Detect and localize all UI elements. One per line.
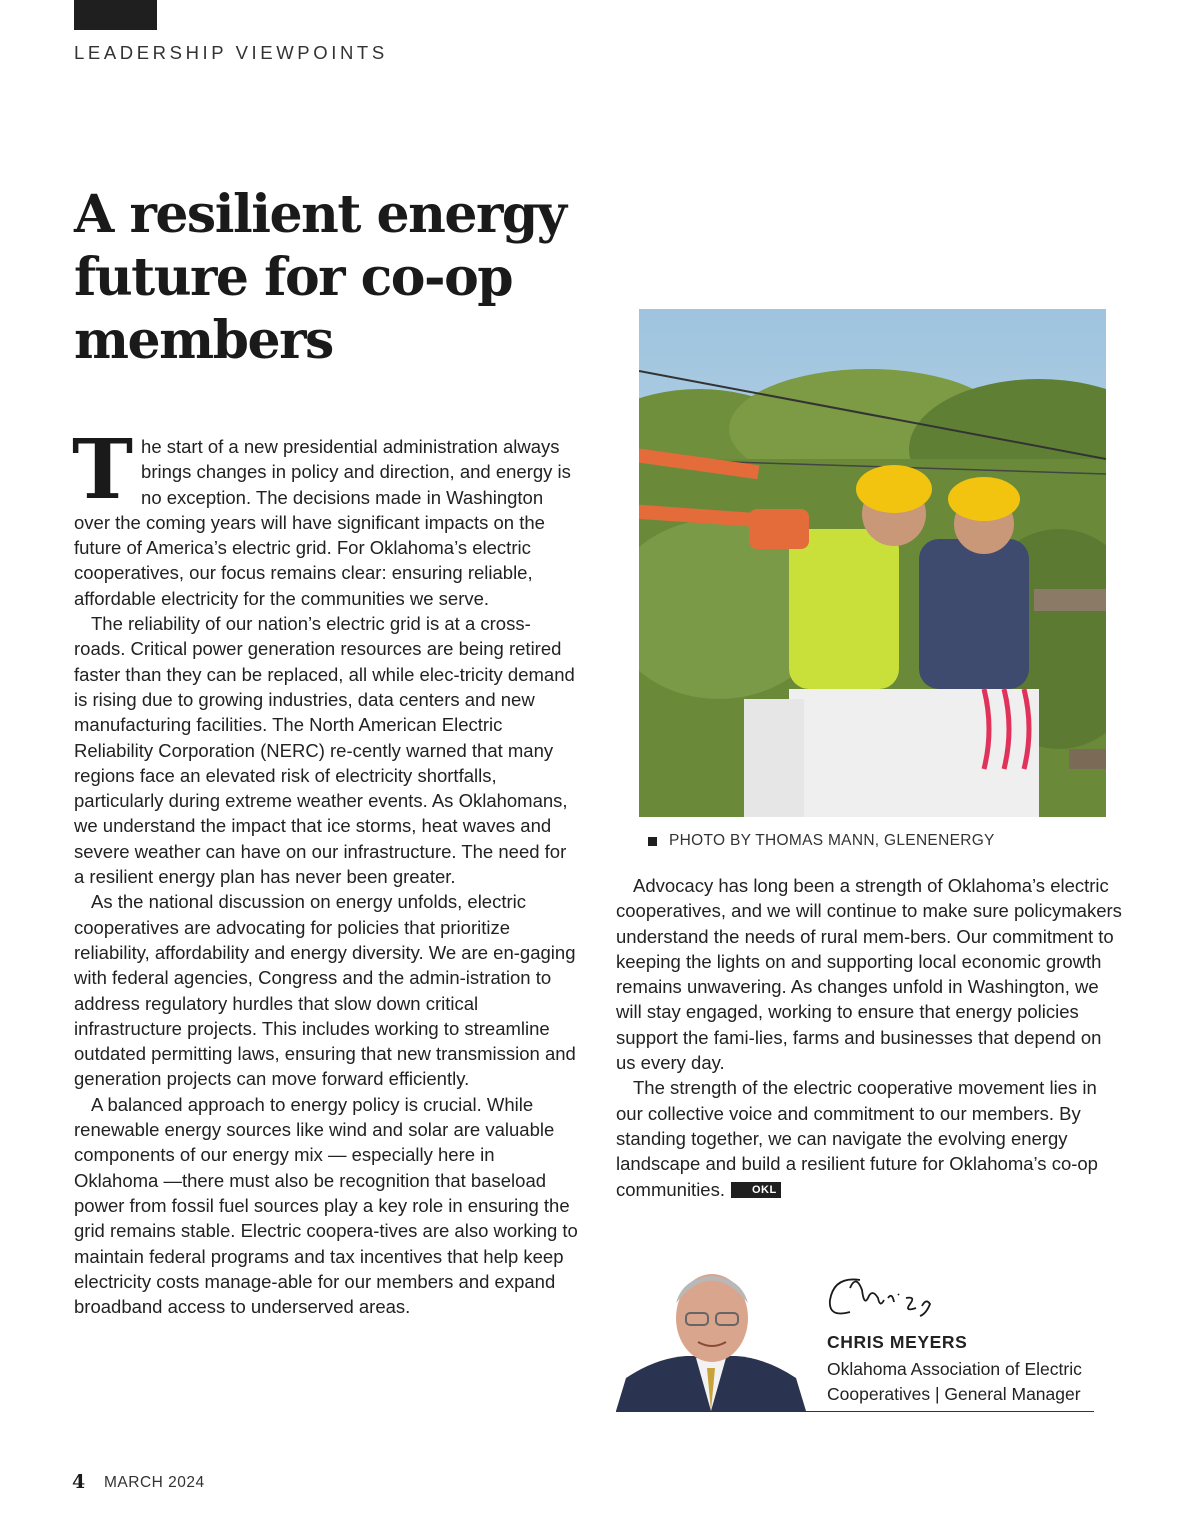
paragraph-1 bbox=[72, 422, 579, 611]
page-number: 4 bbox=[72, 1471, 86, 1493]
lineworkers-photo bbox=[639, 309, 1106, 817]
section-label: LEADERSHIP VIEWPOINTS bbox=[74, 42, 388, 63]
signature-divider bbox=[616, 1411, 1094, 1412]
drop-cap: T bbox=[72, 422, 134, 518]
paragraph-2: The reliability of our nation’s electric grid is at a cross-roads. Critical power generation resources are being retired faster than they can be replaced, all while elec-tricity demand is rising due to growing industries, data centers and new manufacturing facilities. The North American Electric Reliability Corporation (NERC) re-cently warned that many regions face an elevated risk of electricity shortfalls, particularly during extreme weather events. As Oklahomans, we understand the impact that ice storms, heat waves and severe weather can have on our infrastructure. The need for a resilient energy plan has never been greater. bbox=[74, 613, 575, 888]
paragraph-1-text: he start of a new presidential administration always brings changes in policy and direction, and energy is no exception. The decisions made in Washington over the coming years will have significant impacts on the future of America’s electric grid. For Oklahoma’s electric cooperatives, our focus remains clear: ensuring reliable, affordable electricity for the communities we serve. bbox=[74, 436, 571, 609]
paragraph-3: As the national discussion on energy unfolds, electric cooperatives are advocating for policies that prioritize reliability, affordability and energy diversity. We are en-gaging with federal agencies, Congress and the admin-istration to address regulatory hurdles that slow down critical infrastructure projects. This includes working to streamline outdated permitting laws, ensuring that new transmission and generation projects can move forward efficiently. bbox=[74, 891, 576, 1090]
author-title bbox=[827, 1357, 1117, 1407]
author-org-line-2: Cooperatives | General Manager bbox=[827, 1384, 1081, 1404]
handwritten-signature bbox=[822, 1268, 942, 1328]
paragraph-6 bbox=[616, 1075, 1124, 1201]
okl-end-mark: OKL bbox=[731, 1182, 781, 1198]
article-headline: A resilient energy future for co-op members bbox=[74, 184, 566, 371]
author-org-line-1: Oklahoma Association of Electric bbox=[827, 1359, 1082, 1379]
author-name: CHRIS MEYERS bbox=[827, 1332, 968, 1352]
photo-caption-text: PHOTO BY THOMAS MANN, GLENENERGY bbox=[669, 832, 995, 849]
article-right-column bbox=[616, 873, 1124, 1202]
paragraph-5: Advocacy has long been a strength of Oklahoma’s electric cooperatives, and we will continue to make sure policymakers understand the needs of rural mem-bers. Our commitment to keeping the lights on and supporting local economic growth remains unwavering. As changes unfold in Washington, we will stay engaged, working to ensure that energy policies support the fami-lies, farms and businesses that depend on us every day. bbox=[616, 875, 1122, 1074]
issue-date: MARCH 2024 bbox=[104, 1474, 205, 1491]
paragraph-4: A balanced approach to energy policy is crucial. While renewable energy sources like wind and solar are valuable components of our energy mix — especially here in Oklahoma —there must also be recognition that baseload power from fossil fuel sources play a key role in ensuring the grid remains stable. Electric coopera-tives are also working to maintain federal programs and tax incentives that help keep electricity costs manage-able for our members and expand broadband access to underserved areas. bbox=[74, 1093, 578, 1318]
paragraph-6-text: The strength of the electric cooperative movement lies in our collective voice and commitment to our members. By standing together, we can navigate the evolving energy landscape and build a resilient future for Oklahoma’s co-op communities. bbox=[616, 1077, 1098, 1200]
photo-caption bbox=[648, 832, 995, 850]
caption-square-icon bbox=[648, 837, 657, 846]
author-portrait bbox=[616, 1258, 806, 1411]
article-left-column bbox=[72, 422, 579, 1319]
section-color-bar bbox=[74, 0, 157, 30]
